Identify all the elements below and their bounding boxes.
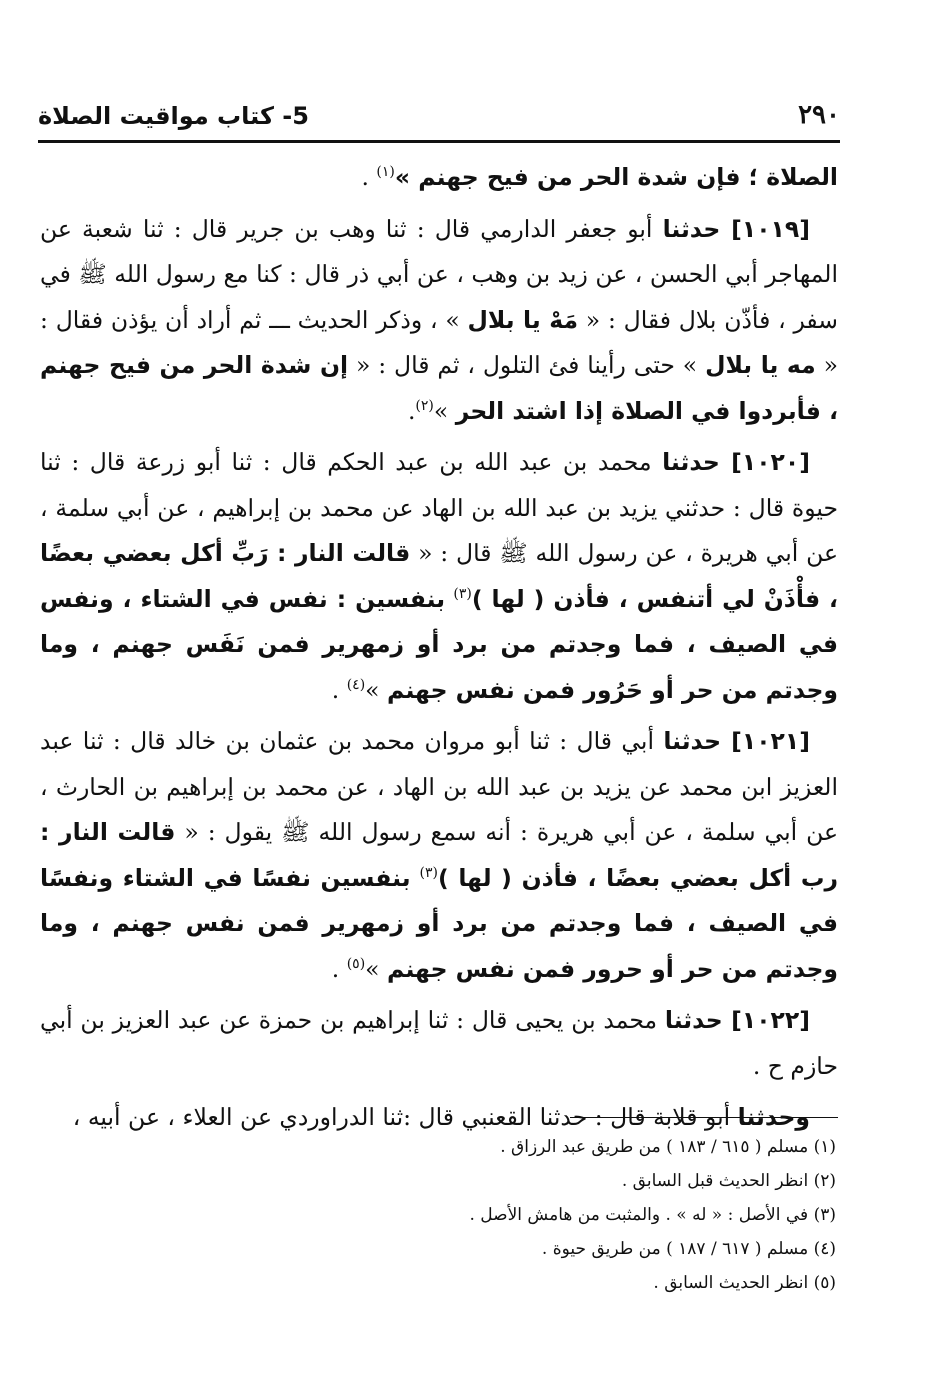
footnote-item: (٥) انظر الحديث السابق . xyxy=(653,1273,836,1293)
bold-text: مه يا بلال xyxy=(705,351,816,379)
footnote-ref: (٣) xyxy=(453,585,472,602)
text-run xyxy=(411,864,420,892)
text-run: » xyxy=(365,954,388,983)
footnote-rule xyxy=(570,1117,838,1118)
header-rule xyxy=(38,140,840,143)
bold-text: [١٠١٩] حدثنا xyxy=(662,214,810,243)
bold-text: بنفسين : نفس في الشتاء ، ونفس في الصيف ، فما وجدتم من برد أو زمهرير فمن نَفَس جهنم ، وما وجدتم من حر أو حَرُور فمن نفس جهنم xyxy=(40,584,838,704)
footnote-item: (١) مسلم ( ٦١٥ / ١٨٣ ) من طريق عبد الرزاق . xyxy=(500,1137,836,1157)
footnotes xyxy=(40,1130,836,1300)
main-text xyxy=(40,155,838,1147)
text-run: . xyxy=(331,675,347,704)
text-run: محمد بن يحيى قال : ثنا إبراهيم بن حمزة عن عبد العزيز بن أبي حازم ح . xyxy=(40,1006,838,1080)
footnote-ref: (١) xyxy=(376,164,395,181)
text-run: » حتى رأينا فئ التلول ، ثم قال : « xyxy=(348,351,706,379)
bold-text: إن شدة الحر من فيح جهنم ، فأبردوا في الصلاة إذا اشتد الحر xyxy=(40,351,838,425)
footnote-item: (٣) في الأصل : « له » . والمثبت من هامش الأصل . xyxy=(469,1205,836,1225)
text-run: أبو قلابة قال : حدثنا القعنبي قال :ثنا الدراوردي عن العلاء ، عن أبيه ، xyxy=(72,1103,738,1131)
text-run: . xyxy=(361,163,377,191)
footnote-ref: (٤) xyxy=(346,676,366,693)
page-number: ٢٩٠ xyxy=(798,100,840,130)
bold-text: [١٠٢٢] حدثنا xyxy=(664,1006,810,1034)
hadith-paragraph xyxy=(40,440,838,713)
chapter-title: 5- كتاب مواقيت الصلاة xyxy=(38,102,309,130)
footnote-ref: (٣) xyxy=(419,864,438,881)
hadith-paragraph xyxy=(40,719,838,992)
text-run: أبي قال : ثنا أبو مروان محمد بن عثمان بن خالد قال : ثنا عبد العزيز ابن محمد عن يزيد بن عبد الله بن الهاد ، عن محمد بن إبراهيم بن الحارث ، عن أبي سلمة ، عن أبي هريرة : أنه سمع رسول الله ﷺ يقول : « xyxy=(40,727,838,846)
bold-text: مَهْ يا بلال xyxy=(467,305,578,334)
bold-text: بنفسين نفسًا في الشتاء ونفسًا في الصيف ، فما وجدتم من برد أو زمهرير فمن نفس جهنم ، وما وجدتم من حر أو حرور فمن نفس جهنم xyxy=(40,863,838,983)
hadith-paragraph xyxy=(40,998,838,1089)
text-run: أبو جعفر الدارمي قال : ثنا وهب بن جرير قال : ثنا شعبة عن المهاجر أبي الحسن ، عن زيد بن وهب ، عن أبي ذر قال : كنا مع رسول الله ﷺ في سفر ، فأذّن بلال فقال : « xyxy=(40,214,838,334)
footnote-item: (٢) انظر الحديث قبل السابق . xyxy=(621,1171,836,1191)
text-run: محمد بن عبد الله بن عبد الحكم قال : ثنا أبو زرعة قال : ثنا حيوة قال : حدثني يزيد بن عبد الله بن الهاد عن محمد بن إبراهيم ، عن أبي سلمة ، عن أبي هريرة ، عن رسول الله ﷺ قال : « xyxy=(40,448,839,567)
bold-text: [١٠٢١] حدثنا xyxy=(663,727,810,755)
hadith-paragraph xyxy=(40,207,838,435)
footnote-ref: (٥) xyxy=(346,955,366,972)
text-run: » xyxy=(433,396,456,425)
bold-text: قالت النار : رب أكل بعضي بعضًا ، فأذن ( لها ) xyxy=(40,818,839,892)
bold-text: [١٠٢٠] حدثنا xyxy=(662,448,810,476)
footnote-item: (٤) مسلم ( ٦١٧ / ١٨٧ ) من طريق حيوة . xyxy=(541,1239,836,1259)
bold-text: وحدثنا xyxy=(737,1103,810,1131)
bold-text: قالت النار : رَبِّ أكل بعضي بعضًا ، فأْذَنْ لي أتنفس ، فأذن ( لها ) xyxy=(40,539,838,613)
footnote-ref: (٢) xyxy=(415,397,434,414)
text-run: . xyxy=(407,396,416,425)
hadith-paragraph xyxy=(40,155,838,201)
text-run: » ، وذكر الحديث ـــ ثم أراد أن يؤذن فقال : « xyxy=(40,305,838,379)
text-run: . xyxy=(331,954,347,983)
bold-text: الصلاة ؛ فإن شدة الحر من فيح جهنم » xyxy=(394,163,838,191)
page-header xyxy=(38,80,840,130)
text-run: » xyxy=(365,675,388,704)
